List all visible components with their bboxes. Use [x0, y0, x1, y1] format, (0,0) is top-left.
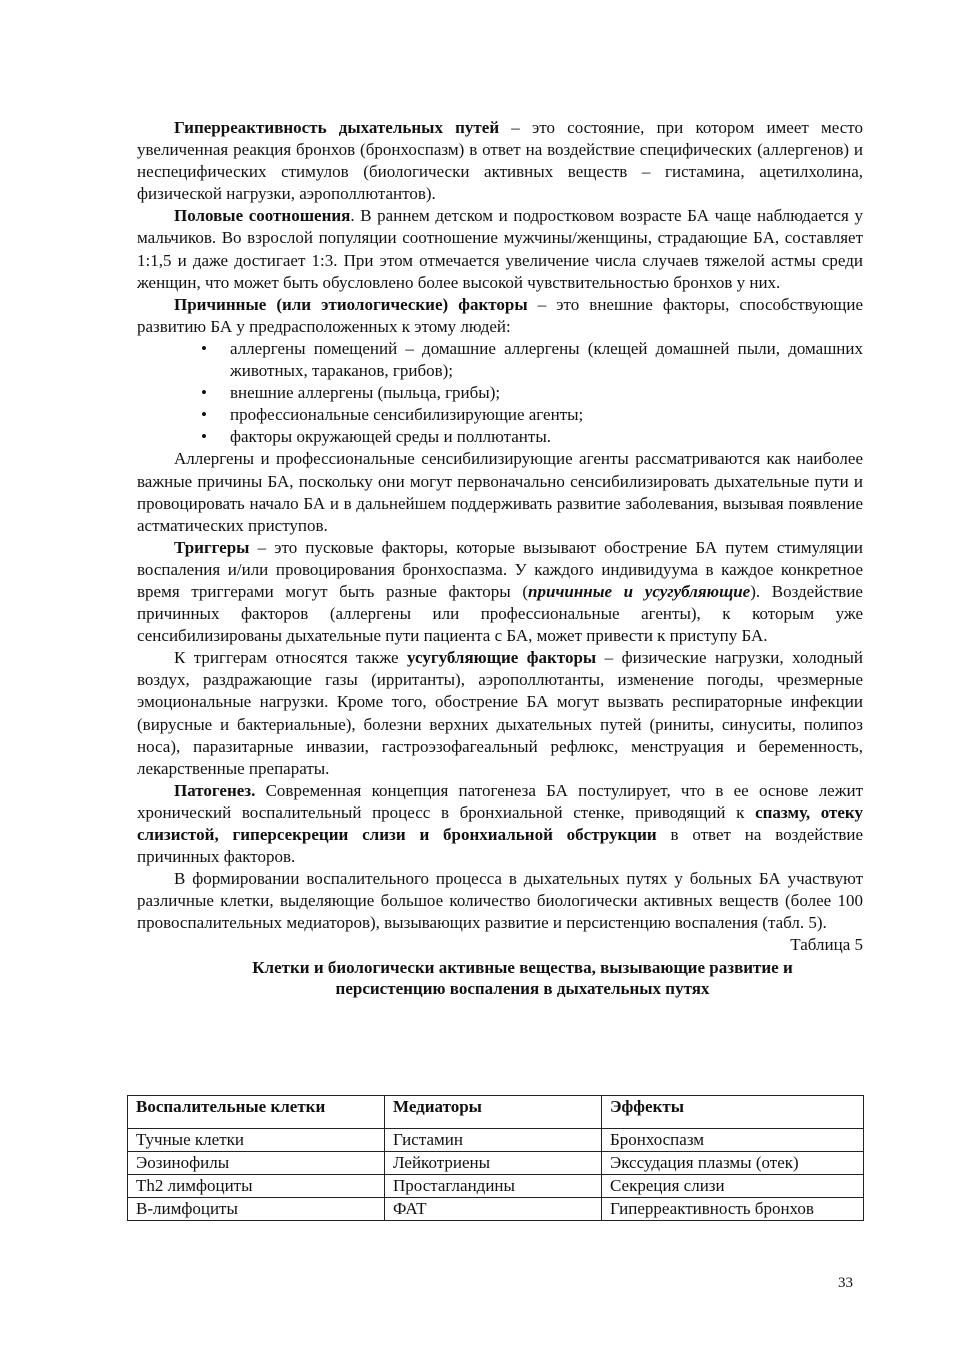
paragraph-triggers: Триггеры – это пусковые факторы, которые вызывают обострение БА путем стимуляции воспаления и/или провоцирования бронхоспазма. У каждого индивидуума в каждое конкретное время триггерами могут быть разные факторы (причинные и усугубляющие). Воздействие причинных факторов (аллергены или профессиональные агенты), к которым уже сенсибилизированы дыхательные пути пациента с БА, может привести к приступу БА.: [137, 537, 863, 646]
table-row: [128, 1129, 864, 1152]
term-causal-factors: Причинные (или этиологические) факторы: [174, 294, 528, 314]
term-causal-aggravating: причинные и усугубляющие: [528, 581, 751, 601]
table-cell: Лейкотриены: [385, 1152, 602, 1175]
bullet-icon: •: [201, 405, 207, 425]
bullet-icon: •: [201, 427, 207, 447]
paragraph-sex-ratio: Половые соотношения. В раннем детском и подростковом возрасте БА чаще наблюдается у мальчиков. Во взрослой популяции соотношение мужчины/женщины, страдающие БА, составляет 1:1,5 и даже достигает 1:3. При этом отмечается увеличение числа случаев тяжелой астмы среди женщин, что может быть обусловлено более высокой чувствительностью бронхов у них.: [137, 206, 863, 292]
column-header: Воспалительные клетки: [128, 1096, 385, 1129]
table-title: Клетки и биологически активные вещества, вызывающие развитие и персистенцию воспаления в дыхательных путях: [252, 957, 793, 998]
table-cell: Th2 лимфоциты: [128, 1175, 385, 1198]
body-text: [137, 117, 863, 999]
term-triggers: Триггеры: [174, 537, 250, 557]
paragraph-pathogenesis: Патогенез. Современная концепция патогенеза БА постулирует, что в ее основе лежит хронический воспалительный процесс в бронхиальной стенке, приводящий к спазму, отеку слизистой, гиперсекреции слизи и бронхиальной обструкции в ответ на воздействие причинных факторов.: [137, 780, 863, 867]
table-cell: В-лимфоциты: [128, 1198, 385, 1221]
table-cell: Простагландины: [385, 1175, 602, 1198]
table-row: [128, 1175, 864, 1198]
page-number: 33: [838, 1275, 853, 1291]
table-row: [128, 1152, 864, 1175]
column-header: Медиаторы: [385, 1096, 602, 1129]
table-cell: Гиперреактивность бронхов: [602, 1198, 864, 1221]
table-cell: Бронхоспазм: [602, 1129, 864, 1152]
list-item: • внешние аллергены (пыльца, грибы);: [230, 382, 863, 404]
table-cell: Эозинофилы: [128, 1152, 385, 1175]
table-header-row: [128, 1096, 864, 1129]
bullet-icon: •: [201, 383, 207, 403]
term-hyperreactivity: Гиперреактивность дыхательных путей: [174, 118, 500, 137]
term-sex-ratio: Половые соотношения: [174, 206, 351, 226]
term-pathogenesis: Патогенез.: [174, 780, 256, 800]
paragraph-hyperreactivity: Гиперреактивность дыхательных путей – это состояние, при котором имеет место увеличенная реакция бронхов (бронхоспазм) в ответ на воздействие специфических (аллергенов) и неспецифических стимулов (биологически активных веществ – гистамина, ацетилхолина, физической нагрузки, аэрополлютантов).: [137, 118, 863, 204]
inflammation-table: [127, 1095, 864, 1221]
term-spasm-edema: спазму, отеку слизистой, гиперсекреции слизи и бронхиальной обструкции: [137, 802, 863, 844]
causal-factors-list: [137, 338, 863, 448]
table-cell: ФАТ: [385, 1198, 602, 1221]
table-cell: Тучные клетки: [128, 1129, 385, 1152]
table-cell: Гистамин: [385, 1129, 602, 1152]
list-item: • профессиональные сенсибилизирующие агенты;: [230, 404, 863, 426]
list-item: • факторы окружающей среды и поллютанты.: [230, 426, 863, 448]
list-item: • аллергены помещений – домашние аллергены (клещей домашней пыли, домашних животных, тараканов, грибов);: [201, 338, 863, 381]
paragraph-inflammation-cells: В формировании воспалительного процесса в дыхательных путях у больных БА участвуют различные клетки, выделяющие большое количество биологически активных веществ (более 100 провоспалительных медиаторов), вызывающих развитие и персистенцию воспаления (табл. 5).: [137, 869, 863, 933]
table-cell: Секреция слизи: [602, 1175, 864, 1198]
paragraph-aggravating-factors: К триггерам относятся также усугубляющие факторы – физические нагрузки, холодный воздух, раздражающие газы (ирританты), аэрополлютанты, изменение погоды, чрезмерные эмоциональные нагрузки. Кроме того, обострение БА могут вызвать респираторные инфекции (вирусные и бактериальные), болезни верхних дыхательных путей (риниты, синуситы, полипоз носа), паразитарные инвазии, гастроэзофагеальный рефлюкс, менструация и беременность, лекарственные препараты.: [137, 648, 863, 778]
term-aggravating-factors: усугубляющие факторы: [407, 648, 597, 668]
column-header: Эффекты: [602, 1096, 864, 1129]
table-cell: Экссудация плазмы (отек): [602, 1152, 864, 1175]
table-row: [128, 1198, 864, 1221]
bullet-icon: •: [201, 338, 207, 358]
table-label: Таблица 5: [790, 935, 863, 955]
paragraph-allergens: Аллергены и профессиональные сенсибилизирующие агенты рассматриваются как наиболее важные причины БА, поскольку они могут первоначально сенсибилизировать дыхательные пути и провоцировать начало БА и в дальнейшем поддерживать развитие заболевания, вызывая появление астматических приступов.: [137, 449, 863, 535]
paragraph-causal-factors: Причинные (или этиологические) факторы – это внешние факторы, способствующие развитию БА у предрасположенных к этому людей:: [137, 294, 864, 336]
